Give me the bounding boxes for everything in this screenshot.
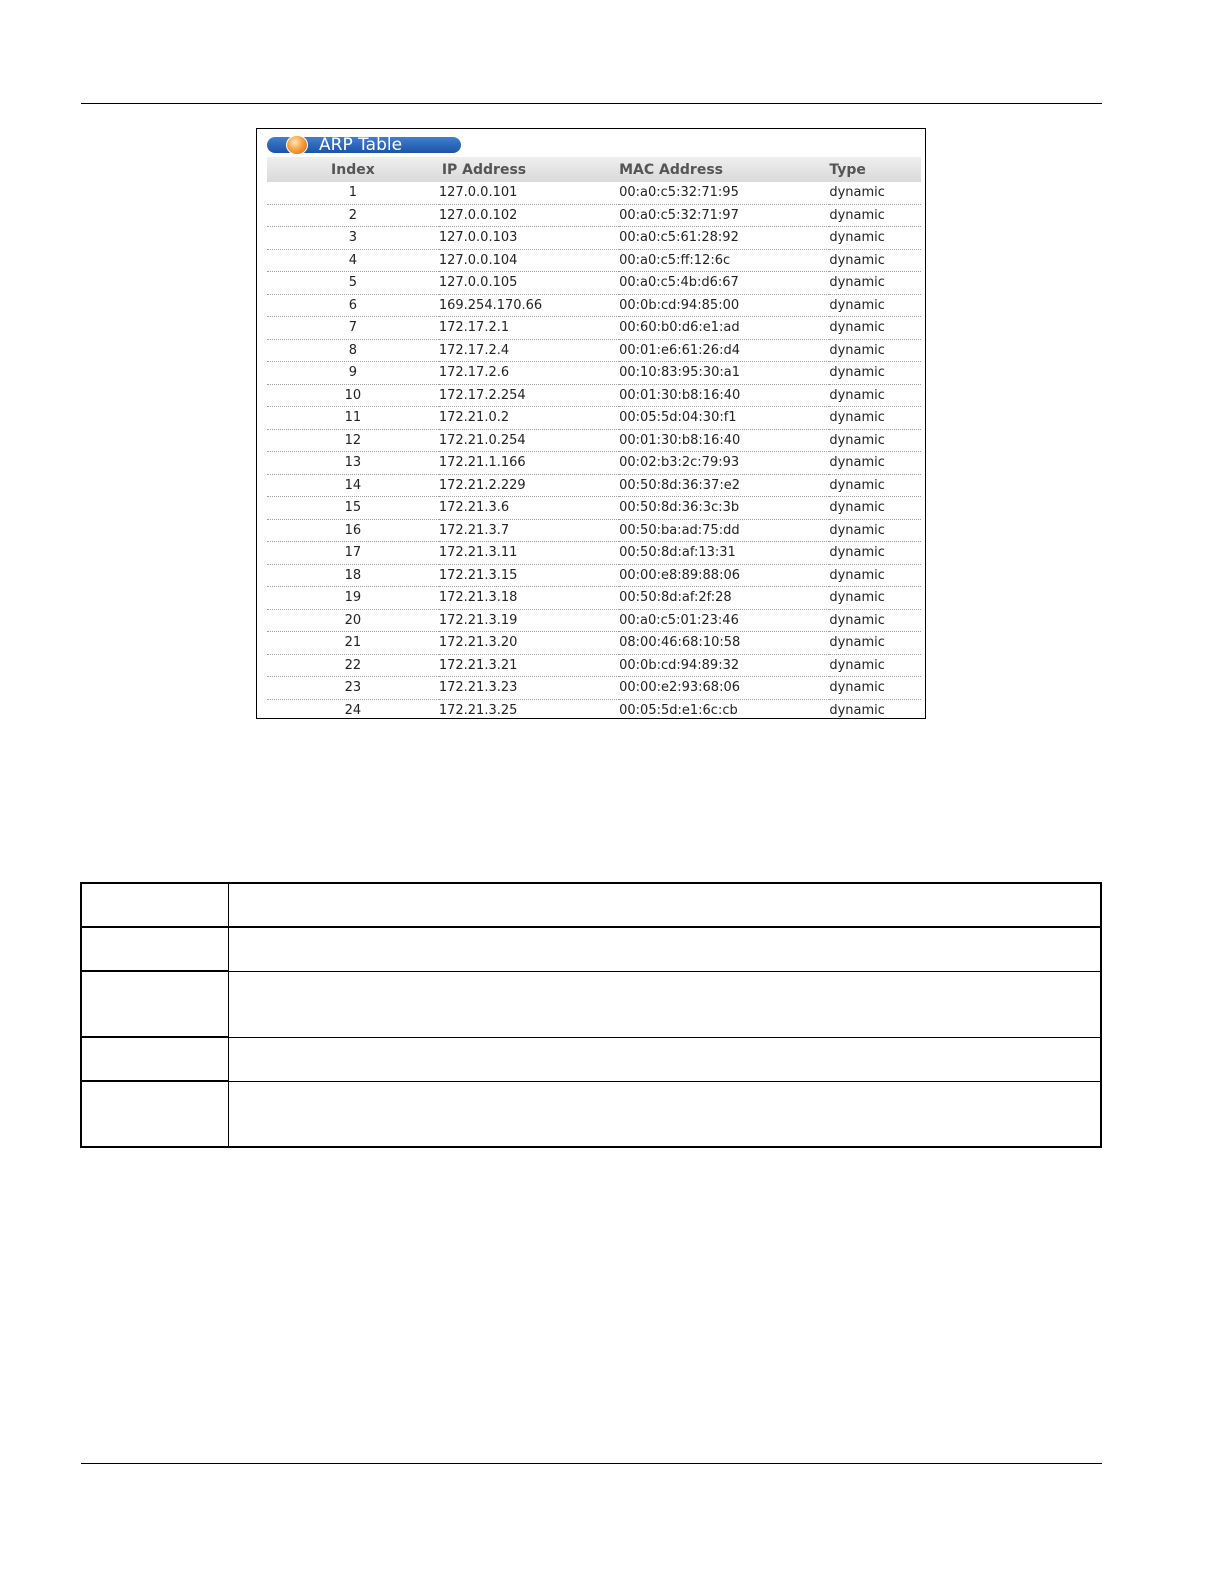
cell-mac-address: 00:01:30:b8:16:40 <box>619 429 829 452</box>
table-row <box>267 317 921 340</box>
cell-type: dynamic <box>829 294 921 317</box>
cell-mac-address: 00:50:ba:ad:75:dd <box>619 519 829 542</box>
table-row <box>267 272 921 295</box>
cell-index: 15 <box>267 497 439 520</box>
table-row <box>267 654 921 677</box>
cell-index: 4 <box>267 249 439 272</box>
description-text-cell <box>229 1081 1102 1147</box>
description-text-cell <box>229 883 1102 927</box>
field-description-table <box>80 882 1102 1148</box>
cell-index: 8 <box>267 339 439 362</box>
cell-mac-address: 00:01:e6:61:26:d4 <box>619 339 829 362</box>
cell-index: 12 <box>267 429 439 452</box>
cell-mac-address: 00:50:8d:af:13:31 <box>619 542 829 565</box>
cell-type: dynamic <box>829 654 921 677</box>
table-row <box>267 339 921 362</box>
table-row <box>267 519 921 542</box>
arp-table <box>267 157 921 719</box>
table-row <box>267 497 921 520</box>
cell-index: 7 <box>267 317 439 340</box>
table-row <box>267 474 921 497</box>
cell-index: 24 <box>267 699 439 719</box>
cell-mac-address: 00:00:e8:89:88:06 <box>619 564 829 587</box>
cell-type: dynamic <box>829 407 921 430</box>
description-row <box>81 927 1101 971</box>
table-row <box>267 429 921 452</box>
description-row <box>81 971 1101 1037</box>
cell-type: dynamic <box>829 474 921 497</box>
cell-index: 2 <box>267 204 439 227</box>
description-label-cell <box>81 971 229 1037</box>
cell-mac-address: 00:a0:c5:01:23:46 <box>619 609 829 632</box>
cell-type: dynamic <box>829 204 921 227</box>
cell-mac-address: 00:0b:cd:94:89:32 <box>619 654 829 677</box>
cell-index: 16 <box>267 519 439 542</box>
cell-ip-address: 172.21.3.23 <box>439 677 619 700</box>
description-text-cell <box>229 927 1102 971</box>
orb-icon <box>286 135 308 155</box>
column-header-index: Index <box>267 157 439 182</box>
cell-ip-address: 172.21.0.254 <box>439 429 619 452</box>
description-label-cell <box>81 927 229 971</box>
cell-ip-address: 172.17.2.4 <box>439 339 619 362</box>
table-row <box>267 182 921 204</box>
cell-type: dynamic <box>829 609 921 632</box>
cell-ip-address: 172.21.3.6 <box>439 497 619 520</box>
cell-index: 10 <box>267 384 439 407</box>
cell-mac-address: 00:a0:c5:32:71:95 <box>619 182 829 204</box>
bottom-rule <box>81 1463 1102 1464</box>
arp-table-screenshot <box>256 128 926 719</box>
cell-mac-address: 00:01:30:b8:16:40 <box>619 384 829 407</box>
cell-type: dynamic <box>829 317 921 340</box>
table-row <box>267 632 921 655</box>
cell-mac-address: 00:50:8d:af:2f:28 <box>619 587 829 610</box>
cell-mac-address: 00:50:8d:36:37:e2 <box>619 474 829 497</box>
cell-ip-address: 172.21.2.229 <box>439 474 619 497</box>
cell-mac-address: 00:02:b3:2c:79:93 <box>619 452 829 475</box>
cell-mac-address: 00:00:e2:93:68:06 <box>619 677 829 700</box>
cell-type: dynamic <box>829 272 921 295</box>
description-text-cell <box>229 1037 1102 1081</box>
cell-mac-address: 00:50:8d:36:3c:3b <box>619 497 829 520</box>
table-row <box>267 609 921 632</box>
cell-type: dynamic <box>829 182 921 204</box>
table-row <box>267 564 921 587</box>
cell-ip-address: 127.0.0.103 <box>439 227 619 250</box>
cell-index: 11 <box>267 407 439 430</box>
cell-ip-address: 172.21.3.18 <box>439 587 619 610</box>
description-row <box>81 883 1101 927</box>
table-row <box>267 362 921 385</box>
table-row <box>267 384 921 407</box>
cell-index: 1 <box>267 182 439 204</box>
description-text-cell <box>229 971 1102 1037</box>
table-row <box>267 294 921 317</box>
table-row <box>267 204 921 227</box>
table-row <box>267 452 921 475</box>
cell-ip-address: 127.0.0.101 <box>439 182 619 204</box>
cell-index: 17 <box>267 542 439 565</box>
cell-mac-address: 00:60:b0:d6:e1:ad <box>619 317 829 340</box>
cell-index: 13 <box>267 452 439 475</box>
cell-type: dynamic <box>829 677 921 700</box>
cell-type: dynamic <box>829 249 921 272</box>
arp-table-body <box>267 182 921 719</box>
cell-type: dynamic <box>829 587 921 610</box>
cell-type: dynamic <box>829 384 921 407</box>
cell-ip-address: 172.21.3.15 <box>439 564 619 587</box>
cell-mac-address: 00:a0:c5:4b:d6:67 <box>619 272 829 295</box>
cell-ip-address: 172.17.2.254 <box>439 384 619 407</box>
cell-type: dynamic <box>829 362 921 385</box>
cell-mac-address: 00:10:83:95:30:a1 <box>619 362 829 385</box>
column-header-ip-address: IP Address <box>439 157 619 182</box>
arp-table-title-bar <box>267 137 461 153</box>
cell-type: dynamic <box>829 452 921 475</box>
cell-ip-address: 172.21.3.20 <box>439 632 619 655</box>
cell-mac-address: 00:05:5d:e1:6c:cb <box>619 699 829 719</box>
description-label-cell <box>81 1081 229 1147</box>
cell-ip-address: 172.21.3.21 <box>439 654 619 677</box>
column-header-type: Type <box>829 157 921 182</box>
cell-type: dynamic <box>829 429 921 452</box>
cell-mac-address: 08:00:46:68:10:58 <box>619 632 829 655</box>
cell-type: dynamic <box>829 564 921 587</box>
arp-table-header-row <box>267 157 921 182</box>
cell-type: dynamic <box>829 632 921 655</box>
cell-ip-address: 172.21.3.25 <box>439 699 619 719</box>
cell-ip-address: 172.21.3.11 <box>439 542 619 565</box>
table-row <box>267 227 921 250</box>
cell-ip-address: 127.0.0.105 <box>439 272 619 295</box>
cell-index: 18 <box>267 564 439 587</box>
cell-type: dynamic <box>829 542 921 565</box>
cell-mac-address: 00:a0:c5:32:71:97 <box>619 204 829 227</box>
cell-index: 23 <box>267 677 439 700</box>
table-row <box>267 587 921 610</box>
cell-mac-address: 00:05:5d:04:30:f1 <box>619 407 829 430</box>
cell-type: dynamic <box>829 227 921 250</box>
cell-index: 6 <box>267 294 439 317</box>
cell-index: 21 <box>267 632 439 655</box>
column-header-mac-address: MAC Address <box>619 157 829 182</box>
cell-type: dynamic <box>829 497 921 520</box>
table-row <box>267 249 921 272</box>
cell-type: dynamic <box>829 519 921 542</box>
cell-index: 9 <box>267 362 439 385</box>
top-rule <box>81 103 1102 104</box>
cell-index: 5 <box>267 272 439 295</box>
cell-ip-address: 127.0.0.102 <box>439 204 619 227</box>
description-row <box>81 1081 1101 1147</box>
table-row <box>267 407 921 430</box>
cell-ip-address: 127.0.0.104 <box>439 249 619 272</box>
cell-mac-address: 00:a0:c5:ff:12:6c <box>619 249 829 272</box>
cell-ip-address: 172.21.3.7 <box>439 519 619 542</box>
cell-type: dynamic <box>829 339 921 362</box>
description-row <box>81 1037 1101 1081</box>
cell-index: 19 <box>267 587 439 610</box>
cell-index: 20 <box>267 609 439 632</box>
cell-mac-address: 00:0b:cd:94:85:00 <box>619 294 829 317</box>
description-label-cell <box>81 883 229 927</box>
cell-index: 3 <box>267 227 439 250</box>
table-row <box>267 699 921 719</box>
cell-mac-address: 00:a0:c5:61:28:92 <box>619 227 829 250</box>
description-label-cell <box>81 1037 229 1081</box>
table-row <box>267 677 921 700</box>
cell-ip-address: 172.17.2.1 <box>439 317 619 340</box>
table-row <box>267 542 921 565</box>
cell-type: dynamic <box>829 699 921 719</box>
cell-index: 22 <box>267 654 439 677</box>
cell-ip-address: 172.21.1.166 <box>439 452 619 475</box>
arp-table-title: ARP Table <box>319 135 403 155</box>
cell-ip-address: 172.17.2.6 <box>439 362 619 385</box>
cell-index: 14 <box>267 474 439 497</box>
cell-ip-address: 172.21.3.19 <box>439 609 619 632</box>
cell-ip-address: 172.21.0.2 <box>439 407 619 430</box>
cell-ip-address: 169.254.170.66 <box>439 294 619 317</box>
